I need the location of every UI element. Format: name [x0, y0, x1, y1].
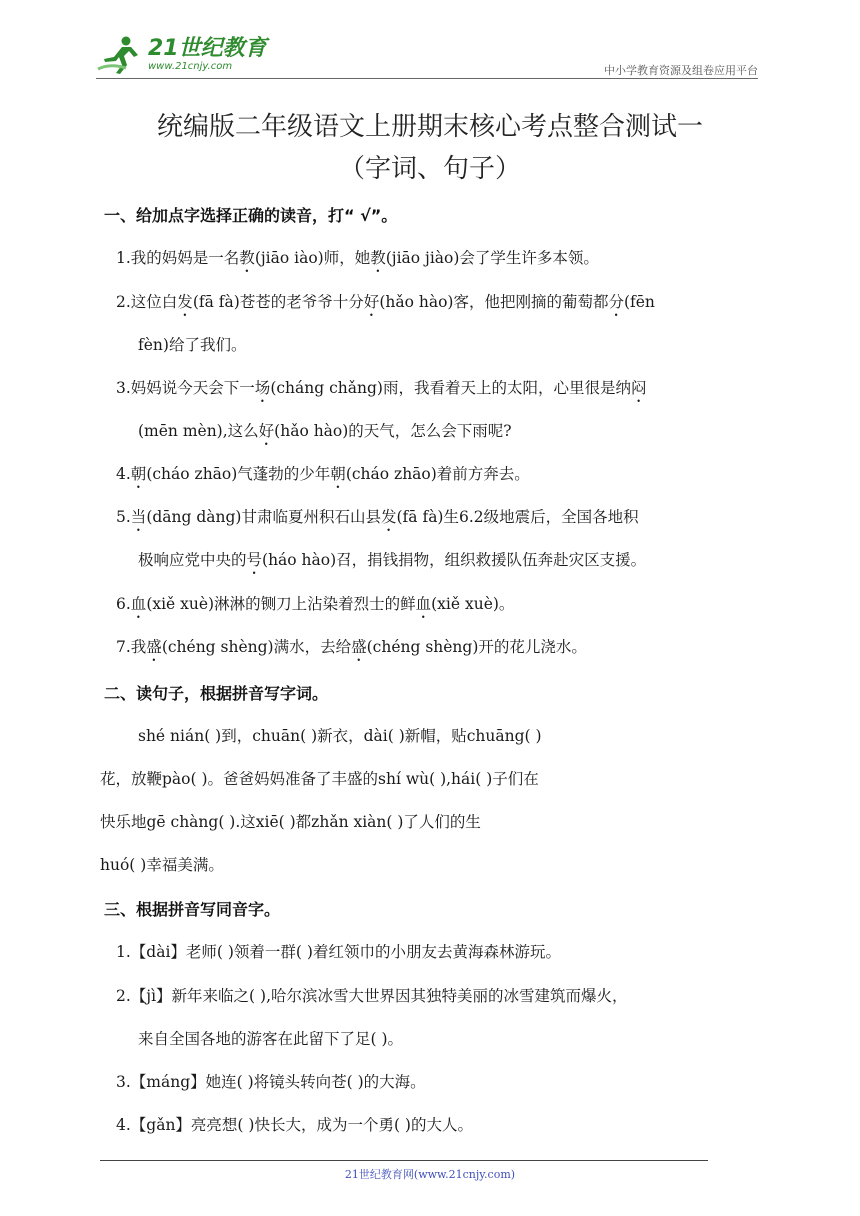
dotted-character: 盛: [351, 638, 367, 656]
dotted-character: 盛: [146, 638, 162, 656]
dotted-character: 发: [380, 508, 397, 526]
question-line: [138, 333, 246, 355]
dotted-character: 场: [254, 379, 271, 397]
fill-in-line: shé nián( )到，chuān( )新衣，dài( )新帽，贴chuāng( ): [138, 727, 542, 745]
question-line: [116, 462, 530, 492]
section2-heading: 二、读句子，根据拼音写字词。: [104, 684, 329, 703]
text-segment: (fā fà)生6.2级地震后，全国各地积: [396, 508, 639, 526]
header-tagline: 中小学教育资源及组卷应用平台: [604, 64, 758, 77]
fill-in-line: huó( )幸福美满。: [100, 856, 224, 874]
dotted-character: 当: [130, 508, 147, 526]
text-segment: (dāng dàng)甘肃临夏州积石山县: [146, 508, 381, 526]
dotted-character: 分: [608, 293, 624, 311]
question-line: [116, 635, 587, 665]
question-line: [116, 505, 639, 535]
question-line: [138, 548, 646, 578]
dotted-character: 好: [258, 422, 275, 440]
homophone-line: 3.【máng】她连( )将镜头转向苍( )的大海。: [116, 1073, 426, 1091]
page-header: [96, 34, 758, 80]
dotted-character: 血: [415, 595, 432, 613]
dotted-character: 教: [370, 249, 386, 267]
dotted-character: 朝: [330, 465, 346, 483]
text-segment: 极响应党中央的: [138, 551, 247, 569]
text-segment: 7.我: [116, 638, 147, 656]
doc-title: 统编版二年级语文上册期末核心考点整合测试一: [156, 112, 703, 142]
homophone-line: 2.【jì】新年来临之( ),哈尔滨冰雪大世界因其独特美丽的冰雪建筑而爆火，: [116, 987, 628, 1005]
text-segment: (fēn: [623, 293, 655, 311]
logo-url: www.21cnjy.com: [148, 61, 233, 72]
text-segment: 5.: [116, 508, 131, 526]
runner-logo-icon: [96, 35, 142, 75]
homophone-line: 4.【gǎn】亮亮想( )快长大，成为一个勇( )的大人。: [116, 1116, 473, 1134]
dotted-character: 血: [130, 595, 147, 613]
question-line: [116, 376, 646, 406]
dotted-character: 号: [246, 551, 263, 569]
dotted-character: 朝: [130, 465, 147, 483]
text-segment: (xiě xuè)。: [431, 595, 515, 613]
fill-in-line: 快乐地gē chàng( ).这xiē( )都zhǎn xiàn( )了人们的生: [100, 813, 481, 831]
text-segment: (jiāo iào)师，她: [254, 249, 371, 267]
text-segment: (chéng shèng)满水，去给: [161, 638, 352, 656]
text-segment: 1.我的妈妈是一名: [116, 249, 240, 267]
text-segment: (mēn mèn),这么: [138, 422, 259, 440]
text-segment: (chéng shèng)开的花儿浇水。: [366, 638, 587, 656]
text-segment: fèn)给了我们。: [138, 336, 247, 354]
header-divider: [96, 78, 758, 79]
section3-heading: 三、根据拼音写同音字。: [104, 900, 281, 919]
text-segment: (xiě xuè)淋淋的铡刀上沾染着烈士的鲜: [146, 595, 416, 613]
logo-name: 21世纪教育: [148, 36, 267, 61]
logo: [96, 34, 267, 76]
question-line: [116, 592, 514, 622]
fill-in-line: 花，放鞭pào( )。爸爸妈妈准备了丰盛的shí wù( ),hái( )子们在: [100, 770, 539, 788]
dotted-character: 好: [363, 293, 380, 311]
text-segment: (cháo zhāo)气蓬勃的少年: [146, 465, 331, 483]
text-segment: (jiāo jiào)会了学生许多本领。: [385, 249, 599, 267]
section1-heading: 一、给加点字选择正确的读音，打“ √”。: [104, 206, 398, 225]
text-segment: (fā fà)苍苍的老爷爷十分: [192, 293, 364, 311]
text-segment: 6.: [116, 595, 131, 613]
footer-text: 21世纪教育网(www.21cnjy.com): [344, 1168, 516, 1181]
question-line: [138, 419, 512, 449]
text-segment: (hǎo hào)客，他把刚摘的葡萄都: [379, 293, 609, 311]
footer-divider: [100, 1160, 708, 1161]
text-segment: (cháng chǎng)雨，我看着天上的太阳，心里很是纳: [270, 379, 631, 397]
dotted-character: 教: [239, 249, 255, 267]
text-segment: (cháo zhāo)着前方奔去。: [345, 465, 530, 483]
text-segment: 3.妈妈说今天会下一: [116, 379, 255, 397]
text-segment: 4.: [116, 465, 131, 483]
question-line: [116, 246, 599, 276]
homophone-line: 来自全国各地的游客在此留下了足( )。: [138, 1030, 404, 1048]
text-segment: 2.这位白: [116, 293, 178, 311]
dotted-character: 闷: [630, 379, 647, 397]
dotted-character: 发: [177, 293, 193, 311]
question-line: [116, 290, 655, 320]
doc-subtitle: （字词、句子）: [338, 154, 521, 184]
text-segment: (háo hào)召，捐钱捐物，组织救援队伍奔赴灾区支援。: [262, 551, 647, 569]
homophone-line: 1.【dài】老师( )领着一群( )着红领巾的小朋友去黄海森林游玩。: [116, 943, 561, 961]
text-segment: (hǎo hào)的天气，怎么会下雨呢?: [274, 422, 512, 440]
